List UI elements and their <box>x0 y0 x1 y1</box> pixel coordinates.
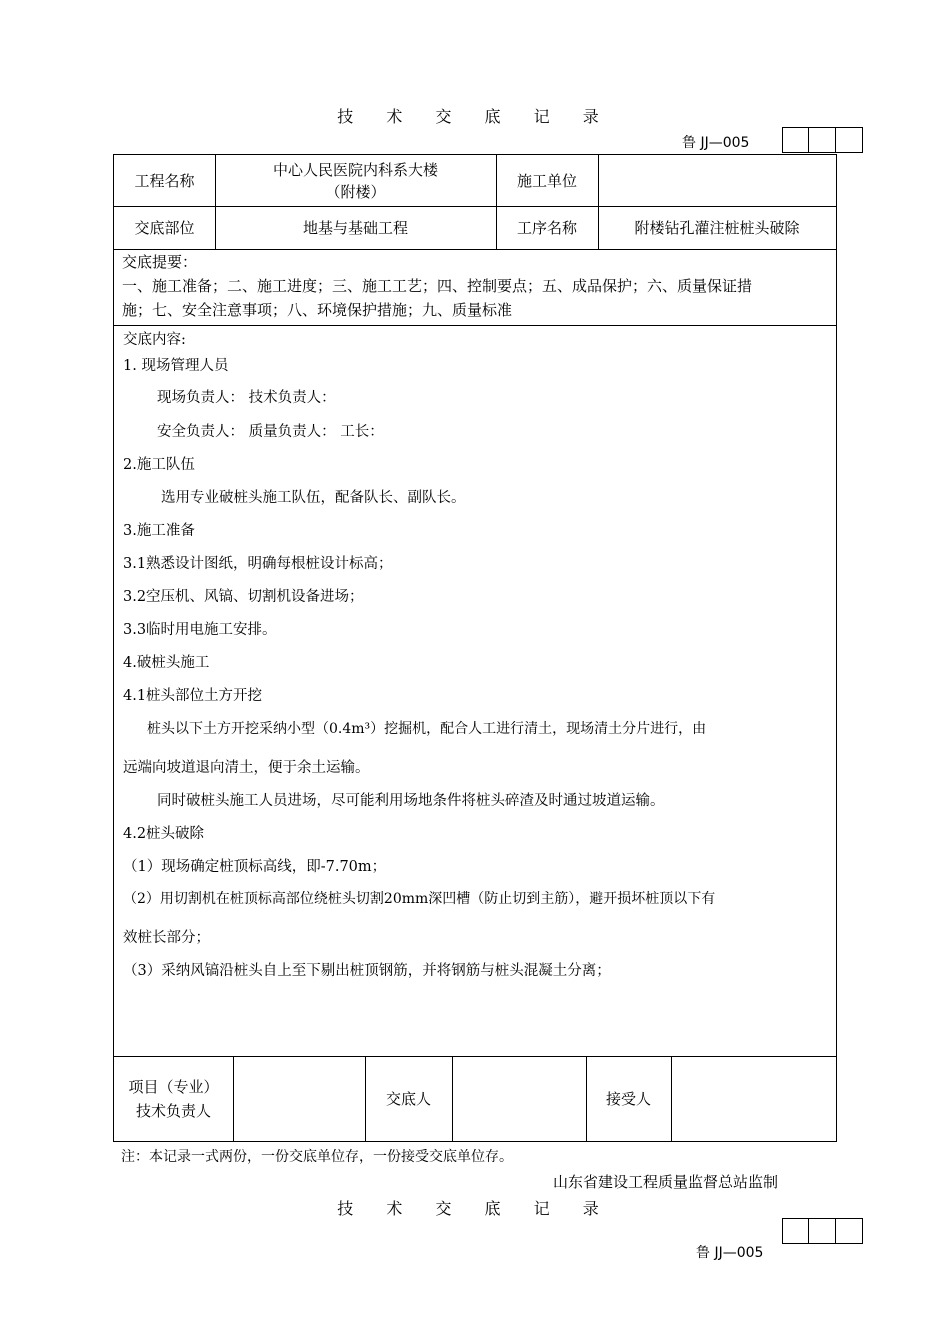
summary-line-2: 施；七、安全注意事项；八、环境保护措施；九、质量标准 <box>122 301 513 319</box>
record-table <box>113 154 837 1142</box>
content-line: 3.1熟悉设计图纸，明确每根桩设计标高； <box>123 556 393 572</box>
content-heading: 交底内容: <box>123 332 186 348</box>
construction-unit-label: 施工单位 <box>516 171 577 190</box>
content-line: （1）现场确定桩顶标高线，即-7.70m； <box>123 859 387 875</box>
project-name-line1: 中心人民医院内科系大楼 <box>272 160 438 179</box>
part-label: 交底部位 <box>134 218 195 237</box>
content-line: 4.2桩头破除 <box>123 826 205 842</box>
project-lead-signature <box>233 1056 365 1142</box>
content-line: 效桩长部分； <box>123 930 210 946</box>
summary-heading: 交底提要： <box>122 253 198 271</box>
construction-unit-value <box>598 155 836 206</box>
page2-code-boxes <box>782 1218 863 1244</box>
content-line: 远端向坡道退向清土，便于余土运输。 <box>123 760 370 776</box>
code-boxes <box>782 127 863 153</box>
content-line: 桩头以下土方开挖采纳小型（0.4m³）挖掘机，配合人工进行清土，现场清土分片进行，由 <box>147 721 707 737</box>
page-title: 技 术 交 底 记 录 <box>337 107 613 126</box>
footer-note: 注：本记录一式两份，一份交底单位存，一份接受交底单位存。 <box>121 1149 513 1165</box>
receiver-signature <box>671 1056 836 1142</box>
project-lead-label <box>114 1056 233 1142</box>
form-code: 鲁 JJ—005 <box>682 135 750 151</box>
discloser-signature <box>452 1056 586 1142</box>
project-lead-line2: 技术负责人 <box>135 1102 211 1120</box>
project-lead-line1: 项目（专业） <box>128 1078 219 1096</box>
supervisor-text: 山东省建设工程质量监督总站监制 <box>553 1173 779 1191</box>
project-name-line2: （附楼） <box>325 182 386 201</box>
process-label: 工序名称 <box>516 218 577 237</box>
discloser-label: 交底人 <box>385 1090 431 1108</box>
part-value: 地基与基础工程 <box>302 218 408 237</box>
content-line: 安全负责人： 质量负责人： 工长： <box>157 424 384 440</box>
content-line: 1. 现场管理人员 <box>123 358 229 374</box>
content-line: 4.1桩头部位土方开挖 <box>123 688 263 704</box>
content-line: 3.施工准备 <box>123 523 195 539</box>
content-line: 同时破桩头施工人员进场，尽可能利用场地条件将桩头碎渣及时通过坡道运输。 <box>157 793 665 809</box>
content-line: 4.破桩头施工 <box>123 655 210 671</box>
content-line: 2.施工队伍 <box>123 457 195 473</box>
content-line: （3）采纳风镐沿桩头自上至下剔出桩顶钢筋，并将钢筋与桩头混凝土分离； <box>123 963 611 979</box>
page2-title: 技 术 交 底 记 录 <box>337 1199 613 1218</box>
content-line: 3.3临时用电施工安排。 <box>123 622 277 638</box>
content-line: 选用专业破桩头施工队伍，配备队长、副队长。 <box>161 490 466 506</box>
process-value: 附楼钻孔灌注桩桩头破除 <box>634 218 800 237</box>
project-name-label: 工程名称 <box>134 171 195 190</box>
project-name-value <box>215 155 496 206</box>
content-line: （2）用切割机在桩顶标高部位绕桩头切割20mm深凹槽（防止切到主筋），避开损坏桩顶以下有 <box>123 891 716 907</box>
receiver-label: 接受人 <box>605 1090 651 1108</box>
page2-form-code: 鲁 JJ—005 <box>696 1245 764 1261</box>
summary-line-1: 一、施工准备；二、施工进度；三、施工工艺；四、控制要点；五、成品保护；六、质量保证措 <box>122 277 753 295</box>
content-line: 现场负责人： 技术负责人： <box>157 390 336 406</box>
content-line: 3.2空压机、风镐、切割机设备进场； <box>123 589 364 605</box>
